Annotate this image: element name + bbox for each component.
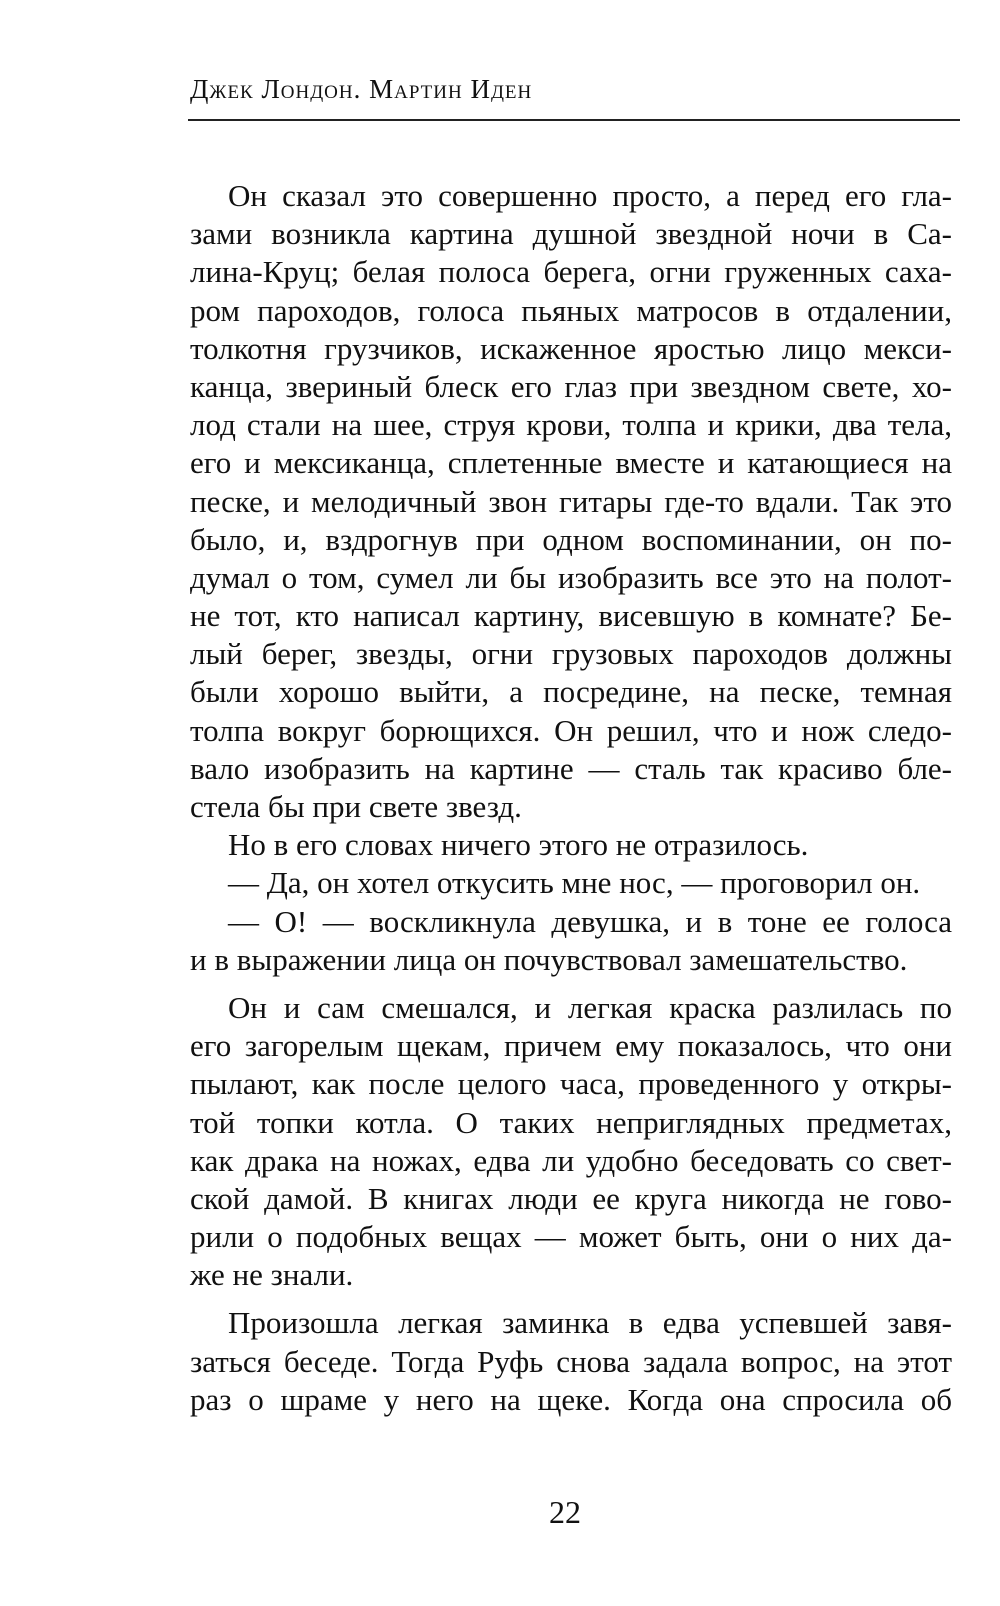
text-line: пылают, как после целого часа, проведенного у откры-: [190, 1066, 952, 1102]
text-line: песке, и мелодичный звон гитары где-то вдали. Так это: [190, 483, 952, 519]
text-line: лод стали на шее, струя крови, толпа и крики, два тела,: [190, 407, 952, 443]
paragraph-gap: [190, 979, 952, 989]
text-line: канца, звериный блеск его глаз при звездном свете, хо-: [190, 368, 952, 404]
text-line: Но в его словах ничего этого не отразилось.: [228, 827, 809, 863]
paragraph-gap: [190, 1294, 952, 1304]
text-line: лина-Круц; белая полоса берега, огни груженных саха-: [190, 254, 952, 290]
text-line: думал о том, сумел ли бы изобразить все это на полот-: [190, 559, 952, 595]
text-line: толпа вокруг борющихся. Он решил, что и нож следо-: [190, 712, 952, 748]
text-line: заться беседе. Тогда Руфь снова задала вопрос, на этот: [190, 1343, 952, 1379]
text-line: Он сказал это совершенно просто, а перед его гла-: [228, 178, 952, 213]
text-line: Произошла легкая заминка в едва успевшей завя-: [228, 1305, 952, 1341]
text-line: той топки котла. О таких неприглядных предметах,: [190, 1104, 952, 1140]
page-number: 22: [549, 1494, 581, 1530]
text-line: — О! — воскликнула девушка, и в тоне ее голоса: [228, 903, 952, 939]
text-line: были хорошо выйти, а посредине, на песке, темная: [190, 674, 952, 710]
body-text: [190, 177, 952, 1419]
running-head: Джек Лондон. Мартин Иден: [190, 74, 533, 104]
text-line: рили о подобных вещах — может быть, они о них да-: [190, 1219, 952, 1255]
text-line: было, и, вздрогнув при одном воспоминании, он по-: [190, 521, 952, 557]
header-rule: [188, 119, 960, 121]
text-line: и в выражении лица он почувствовал замешательство.: [190, 941, 908, 977]
text-line: зами возникла картина душной звездной ночи в Са-: [190, 216, 952, 252]
text-line: лый берег, звезды, огни грузовых пароходов должны: [190, 636, 952, 672]
text-line: Он и сам смешался, и легкая краска разлилась по: [228, 989, 952, 1025]
text-line: — Да, он хотел откусить мне нос, — проговорил он.: [228, 865, 921, 901]
text-line: раз о шраме у него на щеке. Когда она спросила об: [190, 1381, 952, 1417]
text-line: же не знали.: [190, 1257, 354, 1293]
text-line: его и мексиканца, сплетенные вместе и катающиеся на: [190, 445, 952, 481]
text-line: как драка на ножах, едва ли удобно беседовать со свет-: [190, 1142, 952, 1178]
text-line: ской дамой. В книгах люди ее круга никогда не гово-: [190, 1180, 952, 1216]
text-line: стела бы при свете звезд.: [190, 789, 522, 824]
text-line: вало изобразить на картине — сталь так красиво бле-: [190, 750, 952, 786]
text-line: не тот, кто написал картину, висевшую в комнате? Бе-: [190, 598, 952, 634]
text-line: толкотня грузчиков, искаженное яростью лицо мекси-: [190, 330, 952, 366]
text-line: ром пароходов, голоса пьяных матросов в отдалении,: [190, 292, 952, 328]
text-line: его загорелым щекам, причем ему показалось, что они: [190, 1028, 952, 1064]
